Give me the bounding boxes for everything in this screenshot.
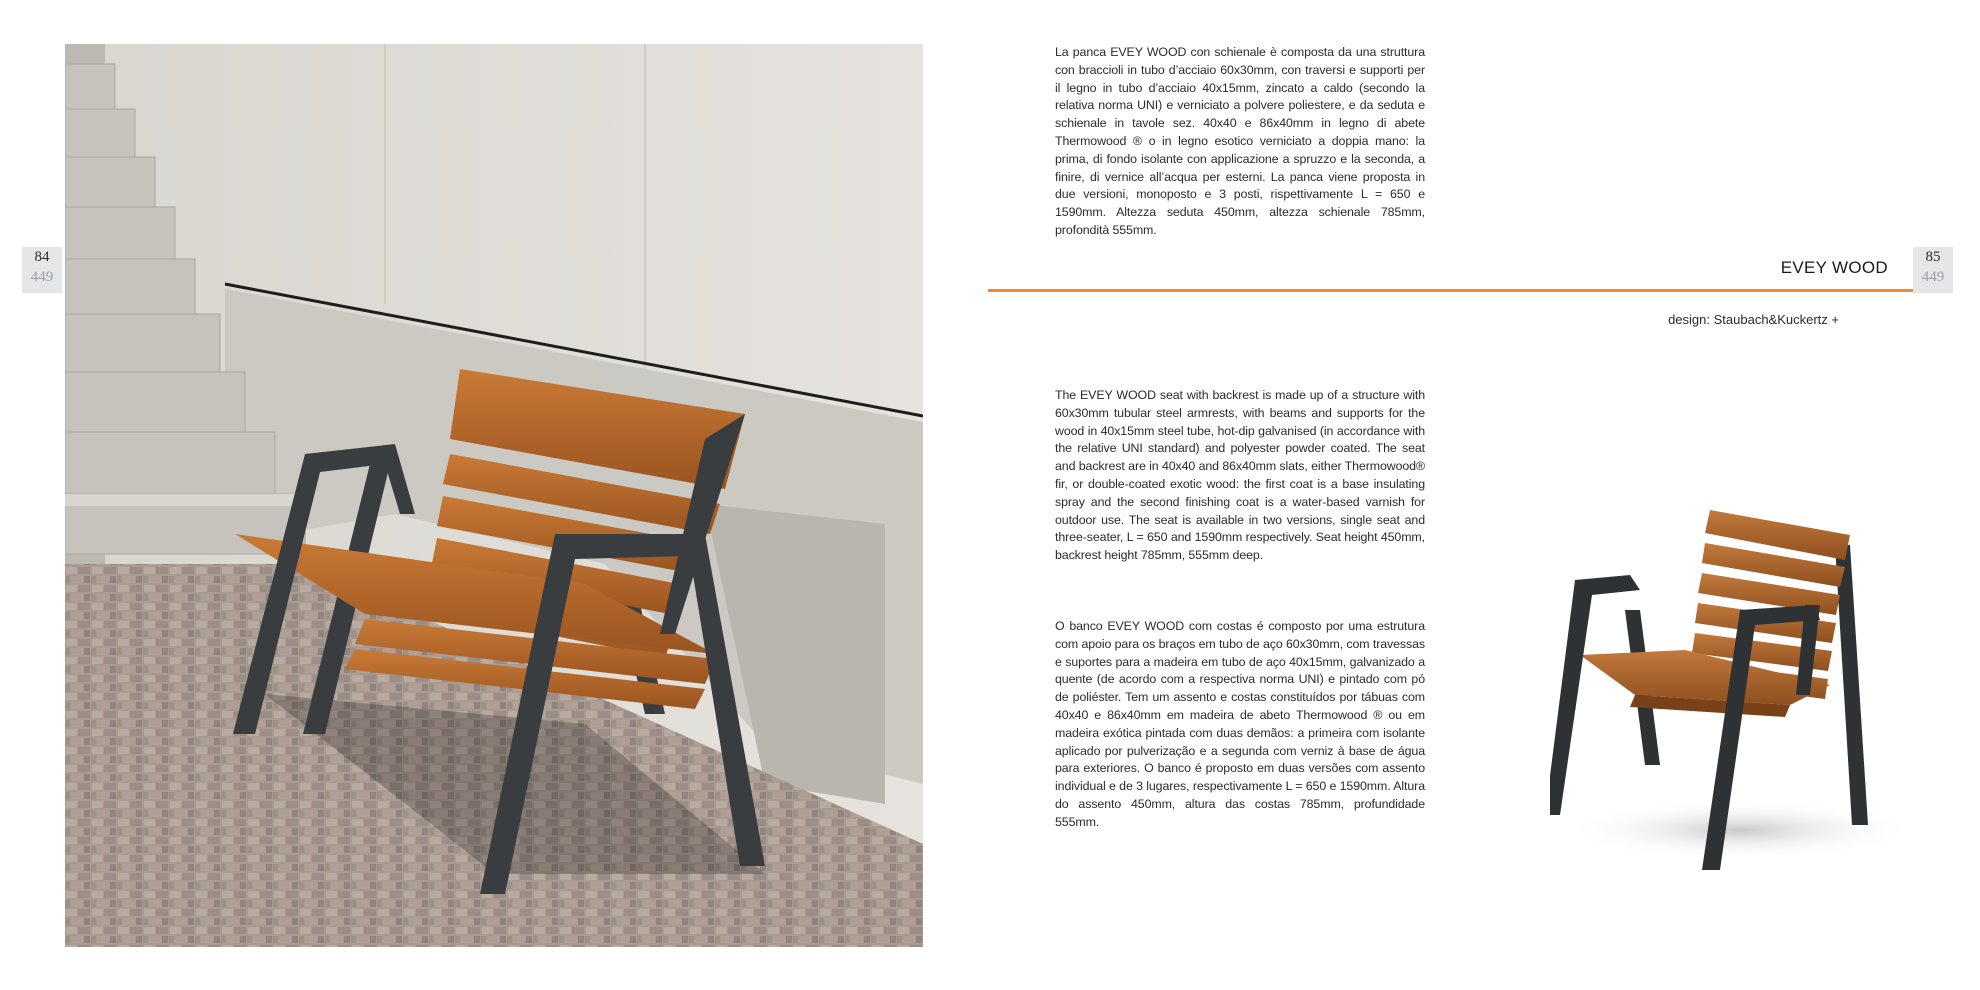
description-italian: La panca EVEY WOOD con schienale è composta da una struttura con braccioli in tubo d’acciaio 60x30mm, con traversi e supporti per il legno in tubo d’acciaio 40x15mm, zincato a caldo (secondo la relativa norma UNI) e verniciato a polvere poliestere, e da seduta e schienale in tavole sez. 40x40 e 86x40mm in legno di abete Thermowood ® o in legno esotico verniciato a doppia mano: la prima, di fondo isolante con applicazione a spruzzo e la seconda, a finire, di vernice all’acqua per esterni. La panca viene proposta in due versioni, monoposto e 3 posti, rispettivamente L = 650 e 1590mm. Altezza seduta 450mm, altezza schienale 785mm, profondità 555mm. [1055, 45, 1425, 237]
page-number: 85 [1925, 249, 1941, 265]
page-tab-left [22, 247, 62, 293]
description-portuguese: O banco EVEY WOOD com costas é composto por uma estrutura com apoio para os braços em tubo de aço 60x30mm, com travessas e suportes para a madeira em tubo de aço 40x15mm, galvanizado a quente (de acordo com a respectiva norma UNI) e pintado com pó de poliéster. Tem um assento e costas constituídos por tábuas com 40x40 e 86x40mm em madeira de abeto Thermowood ® ou em madeira exótica pintada com duas demãos: a primeira com isolante aplicado por pulverização e a segunda com verniz à base de água para exteriores. O banco é proposto em duas versões com assento individual e de 3 lugares, respectivamente L = 650 e 1590mm. Altura do assento 450mm, altura das costas 785mm, profundidade 555mm. [1055, 619, 1425, 829]
bench-photo [65, 44, 923, 947]
orange-divider [988, 289, 1913, 292]
page-number: 84 [34, 249, 50, 265]
designer-credit: design: Staubach&Kuckertz + [1668, 312, 1839, 327]
page-tab-right [1913, 247, 1953, 293]
armchair-photo [1550, 495, 1910, 880]
product-title: EVEY WOOD [1780, 258, 1888, 277]
description-english: The EVEY WOOD seat with backrest is made up of a structure with 60x30mm tubular steel armrests, with beams and supports for the wood in 40x15mm steel tube, hot-dip galvanised (in accordance with the relative UNI standard) and polyester powder coated. The seat and backrest are in 40x40 and 86x40mm slats, either Thermowood® fir, or double-coated exotic wood: the first coat is a base insulating spray and the second finishing coat is a water-based varnish for outdoor use. The seat is available in two versions, single seat and three-seater, L = 650 and 1590mm respectively. Seat height 450mm, backrest height 785mm, 555mm deep. [1055, 388, 1425, 563]
page-total: 449 [30, 269, 54, 285]
page-total: 449 [1921, 269, 1945, 285]
